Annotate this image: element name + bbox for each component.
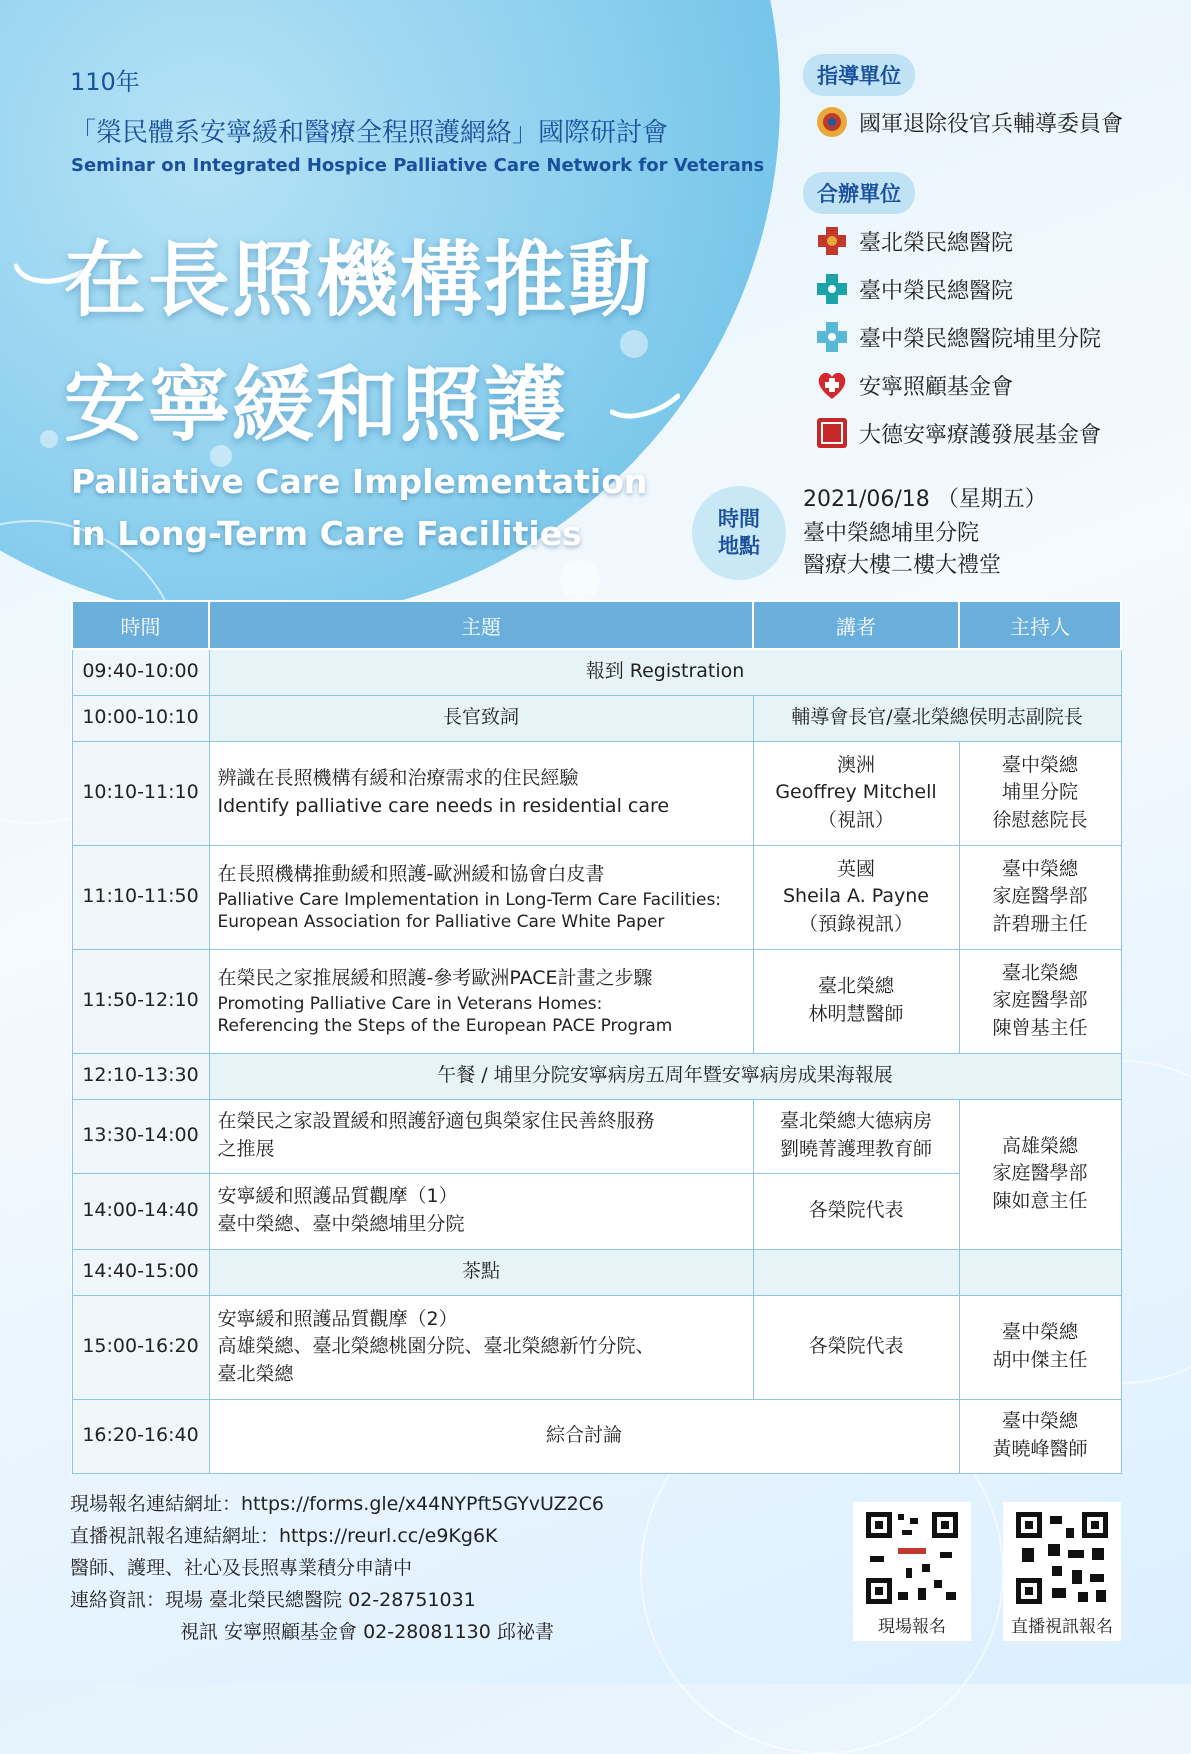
row-time: 10:10-11:10 bbox=[72, 741, 209, 845]
row-host bbox=[959, 845, 1121, 949]
row-speaker: 各榮院代表 bbox=[753, 1295, 959, 1399]
column-header: 主題 bbox=[209, 601, 753, 649]
qr-onsite-box[interactable] bbox=[853, 1502, 971, 1641]
contact-video: 視訊 安寧照顧基金會 02-28081130 邱祕書 bbox=[180, 1621, 554, 1643]
seminar-title-zh: 「榮民體系安寧緩和醫療全程照護網絡」國際研討會 bbox=[70, 118, 669, 148]
empty-cell bbox=[753, 1249, 959, 1295]
row-host bbox=[959, 1295, 1121, 1399]
qr-onsite-label: 現場報名 bbox=[878, 1617, 946, 1637]
row-speaker: 各榮院代表 bbox=[753, 1173, 959, 1249]
co-org bbox=[815, 272, 1013, 306]
venue-line1: 臺中榮總埔里分院 bbox=[803, 521, 980, 546]
row-topic bbox=[209, 1173, 753, 1249]
table-row bbox=[72, 1099, 1121, 1173]
time-label: 時間 bbox=[718, 506, 760, 531]
co-org-name: 大德安寧療護發展基金會 bbox=[859, 422, 1102, 448]
host-line: 臺中榮總 bbox=[1001, 753, 1078, 776]
row-topic: 報到 Registration bbox=[209, 649, 1121, 695]
main-title-en-line2: in Long-Term Care Facilities bbox=[71, 514, 582, 553]
qr-code-icon bbox=[1012, 1508, 1112, 1608]
host-line: 家庭醫學部 bbox=[992, 1162, 1088, 1185]
contact-onsite: 連絡資訊：現場 臺北榮民總醫院 02-28751031 bbox=[70, 1589, 476, 1611]
row-time: 11:50-12:10 bbox=[72, 949, 209, 1053]
vghtc-logo-icon bbox=[815, 272, 849, 306]
speaker-line: 林明慧醫師 bbox=[808, 1003, 904, 1025]
row-host bbox=[959, 741, 1121, 845]
table-row bbox=[72, 1295, 1121, 1399]
topic-line: 之推展 bbox=[217, 1138, 275, 1160]
topic-line: 安寧緩和照護品質觀摩（1） bbox=[217, 1185, 458, 1208]
host-line: 埔里分院 bbox=[1001, 781, 1078, 804]
topic-line: 臺北榮總 bbox=[217, 1362, 294, 1385]
row-time: 09:40-10:00 bbox=[72, 649, 209, 695]
topic-en: Palliative Care Implementation in Long-Term Care Facilities: bbox=[217, 889, 722, 910]
co-org bbox=[815, 368, 1013, 402]
row-topic bbox=[209, 845, 753, 949]
co-org bbox=[815, 416, 1101, 450]
topic-zh: 辨識在長照機構有緩和治療需求的住民經驗 bbox=[217, 767, 579, 790]
topic-en: Referencing the Steps of the European PACE Program bbox=[217, 1015, 673, 1036]
table-row bbox=[72, 741, 1121, 845]
host-line: 家庭醫學部 bbox=[992, 885, 1088, 908]
row-host bbox=[959, 1099, 1121, 1249]
vghtpe-logo-icon bbox=[815, 224, 849, 258]
qr-livestream-label: 直播視訊報名 bbox=[1011, 1617, 1113, 1637]
table-row bbox=[72, 949, 1121, 1053]
speaker-line: 劉曉菁護理教育師 bbox=[779, 1138, 932, 1160]
row-speaker: 輔導會長官/臺北榮總侯明志副院長 bbox=[753, 695, 1121, 741]
column-header: 時間 bbox=[72, 601, 209, 649]
footer-info bbox=[70, 1488, 604, 1648]
onsite-registration-link[interactable]: 現場報名連結網址：https://forms.gle/x44NYPft5GYvUZ2C6 bbox=[70, 1493, 605, 1515]
topic-line: 高雄榮總、臺北榮總桃園分院、臺北榮總新竹分院、 bbox=[217, 1335, 655, 1358]
row-topic bbox=[209, 741, 753, 845]
schedule-table bbox=[71, 600, 1122, 1474]
speaker-line: 澳洲 bbox=[836, 753, 875, 776]
table-row bbox=[72, 695, 1121, 741]
table-row bbox=[72, 845, 1121, 949]
co-org-name: 臺北榮民總醫院 bbox=[859, 230, 1014, 256]
main-title-zh-line1: 在長照機構推動 bbox=[64, 233, 653, 328]
host-line: 黃曉峰醫師 bbox=[992, 1438, 1088, 1460]
time-place-badge bbox=[692, 486, 786, 580]
column-header: 主持人 bbox=[959, 601, 1121, 649]
speaker-line: 臺北榮總大德病房 bbox=[779, 1110, 932, 1133]
host-line: 臺中榮總 bbox=[1001, 1321, 1078, 1344]
table-row bbox=[72, 1399, 1121, 1473]
event-year: 110年 bbox=[70, 68, 140, 96]
host-line: 徐慰慈院長 bbox=[992, 808, 1088, 831]
venue-line2: 醫療大樓二樓大禮堂 bbox=[803, 553, 1002, 578]
seminar-title-en: Seminar on Integrated Hospice Palliative Care Network for Veterans bbox=[71, 155, 765, 176]
swirl-decoration bbox=[610, 392, 680, 422]
host-line: 許碧珊主任 bbox=[992, 912, 1088, 935]
row-topic bbox=[209, 1295, 753, 1399]
speaker-line: Sheila A. Payne bbox=[783, 885, 929, 908]
main-title-zh-line2: 安寧緩和照護 bbox=[64, 358, 569, 453]
row-topic: 綜合討論 bbox=[209, 1399, 959, 1473]
host-line: 高雄榮總 bbox=[1001, 1134, 1078, 1157]
row-speaker bbox=[753, 949, 959, 1053]
speaker-line: 臺北榮總 bbox=[817, 975, 894, 998]
row-time: 16:20-16:40 bbox=[72, 1399, 209, 1473]
guide-org-name: 國軍退除役官兵輔導委員會 bbox=[859, 111, 1124, 137]
row-speaker bbox=[753, 845, 959, 949]
table-header-row bbox=[72, 601, 1121, 649]
row-host bbox=[959, 949, 1121, 1053]
co-org-name: 臺中榮民總醫院埔里分院 bbox=[859, 326, 1102, 352]
row-time: 11:10-11:50 bbox=[72, 845, 209, 949]
row-time: 12:10-13:30 bbox=[72, 1053, 209, 1099]
co-org bbox=[815, 224, 1013, 258]
row-topic: 午餐 / 埔里分院安寧病房五周年暨安寧病房成果海報展 bbox=[209, 1053, 1121, 1099]
speaker-line: 英國 bbox=[836, 857, 875, 880]
credit-note: 醫師、護理、社心及長照專業積分申請中 bbox=[70, 1557, 413, 1579]
row-topic bbox=[209, 1099, 753, 1173]
topic-en: Promoting Palliative Care in Veterans Homes: bbox=[217, 993, 603, 1014]
host-line: 陳曾基主任 bbox=[992, 1016, 1088, 1039]
hospice-heart-logo-icon bbox=[815, 368, 849, 402]
co-org-name: 臺中榮民總醫院 bbox=[859, 278, 1014, 304]
qr-livestream-box[interactable] bbox=[1003, 1502, 1121, 1641]
co-org-name: 安寧照顧基金會 bbox=[859, 374, 1014, 400]
vghtc-puli-logo-icon bbox=[815, 320, 849, 354]
host-line: 臺北榮總 bbox=[1001, 961, 1078, 984]
speaker-line: （視訊） bbox=[817, 808, 894, 831]
host-line: 臺中榮總 bbox=[1001, 857, 1078, 880]
speaker-line: Geoffrey Mitchell bbox=[775, 781, 937, 804]
row-speaker bbox=[753, 1099, 959, 1173]
row-topic bbox=[209, 949, 753, 1053]
column-header: 講者 bbox=[753, 601, 959, 649]
host-line: 家庭醫學部 bbox=[992, 989, 1088, 1012]
event-date: 2021/06/18 （星期五） bbox=[803, 487, 1047, 512]
bubble-decoration bbox=[560, 560, 600, 600]
bubble-decoration bbox=[40, 430, 58, 448]
row-time: 14:00-14:40 bbox=[72, 1173, 209, 1249]
host-line: 陳如意主任 bbox=[992, 1189, 1088, 1212]
host-line: 臺中榮總 bbox=[1001, 1410, 1078, 1433]
topic-zh: 在長照機構推動緩和照護-歐洲緩和協會白皮書 bbox=[217, 863, 605, 886]
row-host bbox=[959, 1399, 1121, 1473]
topic-line: 在榮民之家設置緩和照護舒適包與榮家住民善終服務 bbox=[217, 1110, 655, 1133]
row-time: 14:40-15:00 bbox=[72, 1249, 209, 1295]
row-time: 10:00-10:10 bbox=[72, 695, 209, 741]
qr-code-icon bbox=[862, 1508, 962, 1608]
tade-seal-logo-icon bbox=[815, 416, 849, 450]
row-topic: 茶點 bbox=[209, 1249, 753, 1295]
livestream-registration-link[interactable]: 直播視訊報名連結網址：https://reurl.cc/e9Kg6K bbox=[70, 1525, 498, 1547]
topic-line: 安寧緩和照護品質觀摩（2） bbox=[217, 1307, 458, 1330]
speaker-line: （預錄視訊） bbox=[798, 912, 913, 935]
co-org bbox=[815, 320, 1101, 354]
table-row bbox=[72, 649, 1121, 695]
row-time: 15:00-16:20 bbox=[72, 1295, 209, 1399]
topic-line: 臺中榮總、臺中榮總埔里分院 bbox=[217, 1213, 465, 1235]
table-row bbox=[72, 1249, 1121, 1295]
guide-org bbox=[815, 105, 1123, 139]
row-time: 13:30-14:00 bbox=[72, 1099, 209, 1173]
topic-zh: 在榮民之家推展緩和照護-參考歐洲PACE計畫之步驟 bbox=[217, 967, 653, 990]
table-row bbox=[72, 1053, 1121, 1099]
bubble-decoration bbox=[620, 330, 648, 358]
guide-unit-label: 指導單位 bbox=[803, 54, 915, 96]
topic-en: European Association for Palliative Care White Paper bbox=[217, 911, 665, 932]
row-speaker bbox=[753, 741, 959, 845]
co-organizer-label: 合辦單位 bbox=[803, 172, 915, 214]
empty-cell bbox=[959, 1249, 1121, 1295]
host-line: 胡中傑主任 bbox=[992, 1349, 1088, 1371]
row-topic: 長官致詞 bbox=[209, 695, 753, 741]
topic-en: Identify palliative care needs in residential care bbox=[217, 795, 670, 817]
main-title-en-line1: Palliative Care Implementation bbox=[71, 462, 648, 501]
place-label: 地點 bbox=[718, 534, 760, 558]
vac-emblem-icon bbox=[815, 105, 849, 139]
